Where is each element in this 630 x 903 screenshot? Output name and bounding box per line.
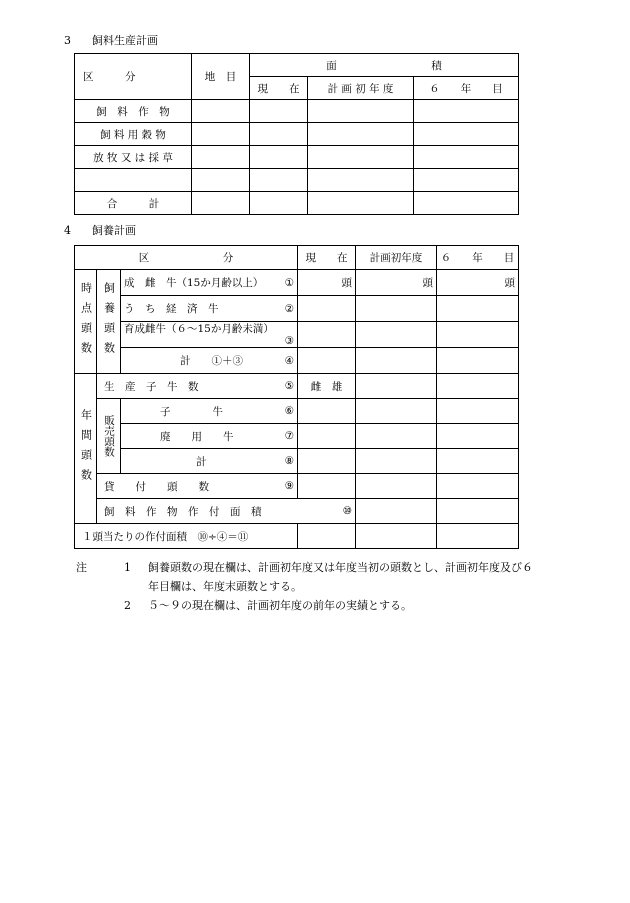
row-label: 計 ⑧ bbox=[121, 449, 298, 474]
row-label: 飼 料 用 穀 物 bbox=[75, 123, 192, 146]
row-label: う ち 経 済 牛 ② bbox=[121, 296, 298, 322]
cell[interactable] bbox=[250, 169, 308, 192]
cell[interactable] bbox=[437, 374, 519, 399]
row-label: 育成雌牛（６～15か月齢未満） ③ bbox=[121, 322, 298, 348]
table-row bbox=[75, 146, 519, 169]
feed-production-table bbox=[74, 53, 519, 215]
row-label-total: 合 計 bbox=[75, 192, 192, 215]
cell[interactable] bbox=[298, 399, 356, 424]
cell[interactable] bbox=[356, 296, 437, 322]
note-number: 1 bbox=[124, 561, 131, 574]
group1-label: 時点頭数 bbox=[75, 270, 97, 374]
cell[interactable] bbox=[298, 424, 356, 449]
section3-title: 飼料生産計画 bbox=[92, 34, 158, 47]
cell[interactable] bbox=[414, 146, 519, 169]
section4-title: 飼養計画 bbox=[92, 224, 136, 237]
header-keikaku: 計 画 初 年 度 bbox=[308, 77, 414, 100]
unit-cell[interactable]: 頭 bbox=[298, 270, 356, 296]
header-kubun: 区 分 bbox=[75, 246, 298, 270]
cell[interactable] bbox=[250, 100, 308, 123]
row-label bbox=[75, 169, 192, 192]
cell[interactable] bbox=[308, 100, 414, 123]
cell[interactable] bbox=[437, 424, 519, 449]
note-text: ５～９の現在欄は、計画初年度の前年の実績とする。 bbox=[148, 599, 412, 612]
cell[interactable] bbox=[192, 192, 250, 215]
cell[interactable] bbox=[356, 474, 437, 499]
cell[interactable] bbox=[298, 296, 356, 322]
cell[interactable] bbox=[414, 100, 519, 123]
cell[interactable] bbox=[437, 322, 519, 348]
cell[interactable] bbox=[192, 169, 250, 192]
cell[interactable] bbox=[298, 474, 356, 499]
cell[interactable] bbox=[356, 499, 437, 524]
cell[interactable] bbox=[250, 192, 308, 215]
header-menseki: 面 積 bbox=[250, 54, 519, 77]
row-label: 貸 付 頭 数 ⑨ bbox=[97, 474, 298, 499]
header-rokunen: ６ 年 目 bbox=[437, 246, 519, 270]
cell[interactable] bbox=[192, 100, 250, 123]
notes bbox=[76, 558, 556, 615]
row-label: 飼 料 作 物 作 付 面 積 ⑩ bbox=[97, 499, 356, 524]
header-rokunen: ６ 年 目 bbox=[414, 77, 519, 100]
cell[interactable] bbox=[298, 524, 356, 549]
table-row bbox=[75, 100, 519, 123]
table-row bbox=[75, 169, 519, 192]
row-label: 成 雌 牛（15か月齢以上） ① bbox=[121, 270, 298, 296]
note-text: 飼養頭数の現在欄は、計画初年度又は年度当初の頭数とし、計画初年度及び６ bbox=[148, 561, 533, 574]
cell[interactable] bbox=[414, 169, 519, 192]
group1-sublabel: 飼養頭数 bbox=[97, 270, 121, 374]
section3-heading bbox=[64, 34, 158, 48]
cell[interactable] bbox=[437, 474, 519, 499]
row-label: 飼 料 作 物 bbox=[75, 100, 192, 123]
cell[interactable] bbox=[308, 169, 414, 192]
cell[interactable] bbox=[356, 374, 437, 399]
cell[interactable] bbox=[308, 192, 414, 215]
unit-cell[interactable]: 頭 bbox=[356, 270, 437, 296]
cell[interactable] bbox=[356, 348, 437, 374]
cell[interactable] bbox=[414, 192, 519, 215]
cell[interactable] bbox=[356, 424, 437, 449]
cell[interactable] bbox=[308, 146, 414, 169]
row-label: １頭当たりの作付面積 ⑩÷④＝⑪ bbox=[75, 524, 298, 549]
cell[interactable] bbox=[250, 146, 308, 169]
rearing-plan-table bbox=[74, 245, 519, 549]
section3-number: 3 bbox=[64, 34, 71, 47]
cell[interactable] bbox=[308, 123, 414, 146]
cell[interactable] bbox=[414, 123, 519, 146]
cell[interactable] bbox=[356, 322, 437, 348]
header-kubun: 区 分 bbox=[75, 54, 192, 100]
cell[interactable] bbox=[437, 449, 519, 474]
header-keikaku: 計画初年度 bbox=[356, 246, 437, 270]
header-chimoku: 地 目 bbox=[192, 54, 250, 100]
cell[interactable] bbox=[298, 449, 356, 474]
cell[interactable] bbox=[437, 296, 519, 322]
sales-label: 販売頭数 bbox=[97, 399, 121, 474]
note-number: 2 bbox=[124, 599, 131, 612]
table-row bbox=[75, 192, 519, 215]
cell[interactable] bbox=[250, 123, 308, 146]
cell[interactable] bbox=[437, 399, 519, 424]
section4-heading bbox=[64, 224, 136, 238]
group2-label: 年間頭数 bbox=[75, 374, 97, 524]
cell[interactable] bbox=[437, 348, 519, 374]
row-label: 計 ①＋③ ④ bbox=[121, 348, 298, 374]
row-label: 廃 用 牛 ⑦ bbox=[121, 424, 298, 449]
row-label: 生 産 子 牛 数 ⑤ bbox=[97, 374, 298, 399]
header-genzai: 現 在 bbox=[250, 77, 308, 100]
cell[interactable] bbox=[298, 322, 356, 348]
cell[interactable] bbox=[298, 348, 356, 374]
table-row bbox=[75, 123, 519, 146]
cell[interactable] bbox=[356, 399, 437, 424]
cell[interactable] bbox=[437, 524, 519, 549]
cell[interactable] bbox=[192, 123, 250, 146]
cell[interactable] bbox=[437, 499, 519, 524]
cell[interactable] bbox=[356, 524, 437, 549]
cell[interactable] bbox=[356, 449, 437, 474]
header-genzai: 現 在 bbox=[298, 246, 356, 270]
notes-head: 注 bbox=[76, 561, 87, 574]
sex-cell[interactable]: 雌 雄 bbox=[298, 374, 356, 399]
row-label: 子 牛 ⑥ bbox=[121, 399, 298, 424]
row-label: 放 牧 又 は 採 草 bbox=[75, 146, 192, 169]
section4-number: 4 bbox=[64, 224, 71, 237]
note-text-cont: 年目欄は、年度末頭数とする。 bbox=[148, 580, 302, 593]
unit-cell[interactable]: 頭 bbox=[437, 270, 519, 296]
cell[interactable] bbox=[192, 146, 250, 169]
